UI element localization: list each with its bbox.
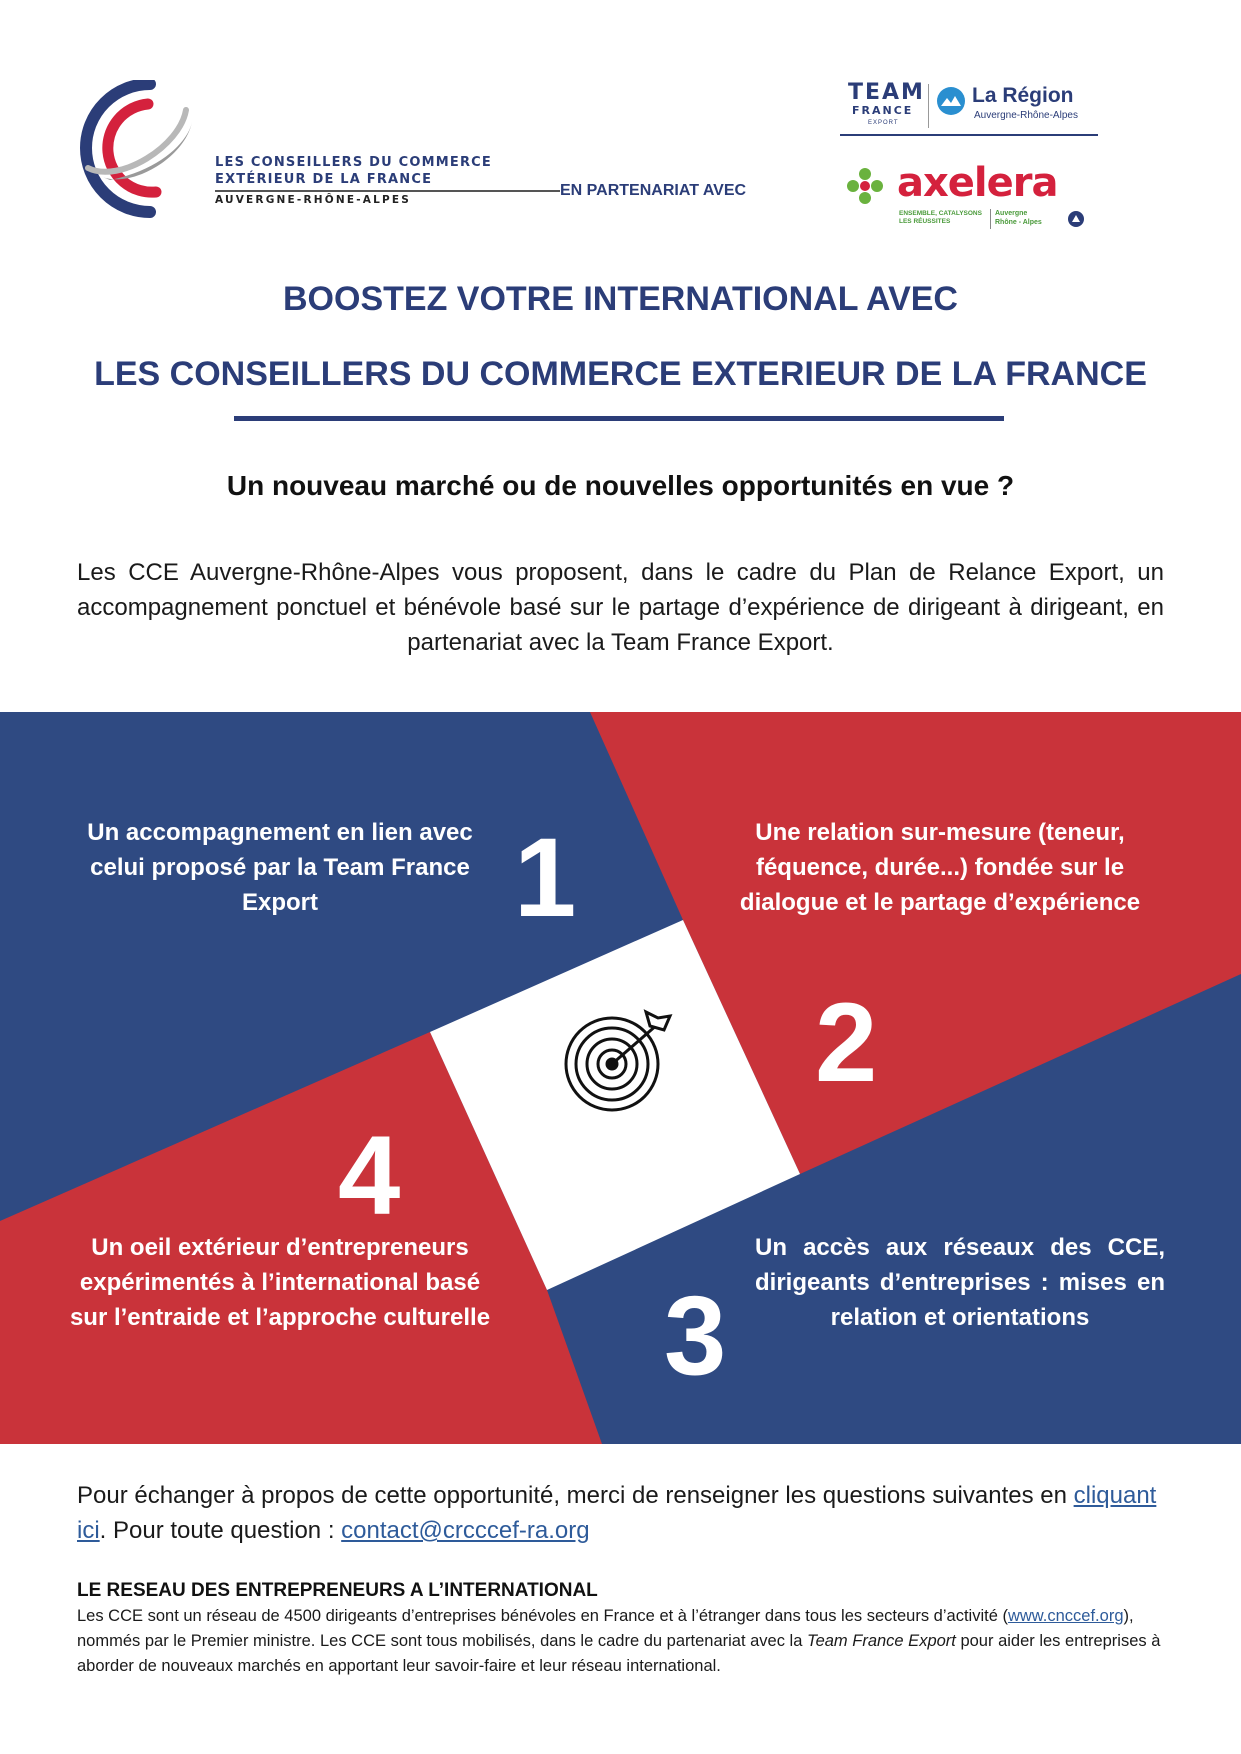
cta-text: . Pour toute question : (99, 1517, 342, 1544)
cta-text: Pour échanger à propos de cette opportunité, merci de renseigner les questions suivantes en (77, 1482, 1074, 1509)
cce-swoosh-icon (80, 80, 220, 220)
tfe-divider (928, 84, 929, 128)
intro-paragraph: Les CCE Auvergne-Rhône-Alpes vous proposent, dans le cadre du Plan de Relance Export, un accompagnement ponctuel et bénévole basé sur le partage d’expérience de dirigeant à dirigeant, en partenariat avec la Team France Export. (77, 559, 1164, 656)
item-2-text: Une relation sur-mesure (teneur, féquence, durée...) fondée sur le dialogue et le partage d’expérience (739, 819, 1141, 916)
cce-logo-line1: LES CONSEILLERS DU COMMERCE (215, 155, 493, 170)
item-1-number: 1 (514, 815, 577, 940)
page-title-line1: BOOSTEZ VOTRE INTERNATIONAL AVEC (283, 280, 958, 318)
region-name: La Région (972, 84, 1074, 107)
cnccef-website-link[interactable]: www.cnccef.org (1007, 1607, 1124, 1625)
cce-logo-rule (215, 190, 560, 192)
item-2-number: 2 (815, 980, 878, 1105)
axelera-region: Auvergne (995, 210, 1028, 217)
partner-label: EN PARTENARIAT AVEC (560, 182, 747, 199)
survey-link[interactable]: cliquant ici (77, 1482, 1157, 1544)
axelera-tagline: ENSEMBLE, CATALYSONS (899, 210, 982, 217)
network-text: Les CCE sont un réseau de 4500 dirigeants d’entreprises bénévoles en France et à l’étranger dans tous les secteurs d’activité ( (77, 1607, 1008, 1625)
tfe-team-text: TEAM (848, 80, 925, 105)
infographic (0, 712, 1241, 1444)
region-mountain-icon (936, 86, 966, 116)
axelera-badge-icon (1067, 210, 1085, 228)
cce-logo-line3: AUVERGNE-RHÔNE-ALPES (215, 194, 412, 206)
cce-logo-line2: EXTÉRIEUR DE LA FRANCE (215, 172, 433, 187)
page-title-line2: LES CONSEILLERS DU COMMERCE EXTERIEUR DE LA FRANCE (94, 355, 1147, 393)
item-3-text: Un accès aux réseaux des CCE, dirigeants d’entreprises : mises en relation et orientations (755, 1234, 1165, 1331)
network-text: ), nommés par le Premier ministre. Les CCE sont tous mobilisés, dans le cadre du partenariat avec la (77, 1607, 1134, 1650)
axelera-divider (990, 209, 991, 229)
tfe-france-text: FRANCE (852, 104, 914, 117)
item-3-number: 3 (664, 1273, 727, 1398)
cta-paragraph (77, 1478, 1167, 1548)
axelera-flower-icon (845, 166, 885, 206)
region-subtitle: Auvergne-Rhône-Alpes (974, 110, 1078, 121)
axelera-tagline: LES RÉUSSITES (899, 218, 951, 225)
title-underline (234, 416, 1004, 421)
item-1-text: Un accompagnement en lien avec celui proposé par la Team France Export (87, 819, 473, 916)
network-text: pour aider les entreprises à aborder de nouveaux marchés en apportant leur savoir-faire et leur réseau international. (77, 1632, 1161, 1675)
cce-logo (80, 80, 493, 220)
axelera-logo (845, 162, 1095, 232)
team-france-export-logo (840, 78, 1098, 136)
network-paragraph (77, 1604, 1167, 1679)
axelera-wordmark: axelera (897, 160, 1058, 206)
item-4-number: 4 (338, 1113, 401, 1238)
axelera-region: Rhône - Alpes (995, 219, 1042, 226)
network-title: LE RESEAU DES ENTREPRENEURS A L’INTERNATIONAL (77, 1580, 598, 1601)
tfe-export-text: EXPORT (868, 120, 899, 126)
subtitle: Un nouveau marché ou de nouvelles opportunités en vue ? (226, 470, 1015, 501)
network-emphasis: Team France Export (807, 1632, 956, 1650)
item-4-text: Un oeil extérieur d’entrepreneurs expérimentés à l’international basé sur l’entraide et l’approche culturelle (69, 1234, 491, 1331)
contact-email-link[interactable]: contact@crcccef-ra.org (341, 1517, 590, 1544)
